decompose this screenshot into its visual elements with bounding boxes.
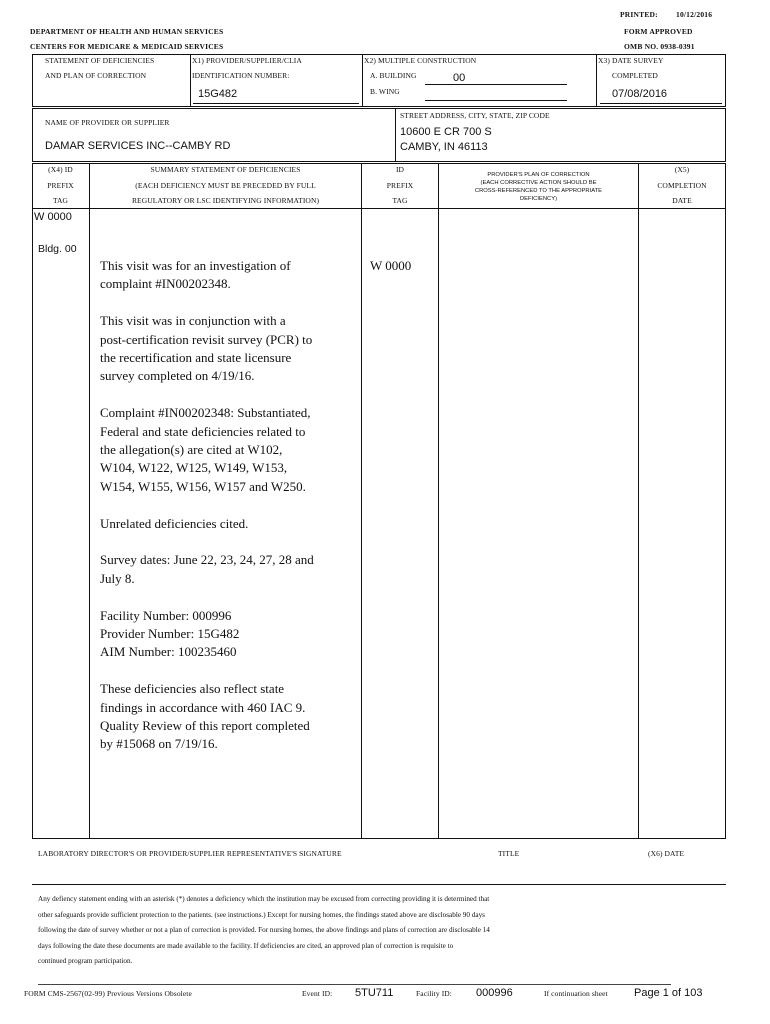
form-number: FORM CMS-2567(02-99) Previous Versions Obsolete (24, 989, 192, 998)
x4-prefix-header: PREFIX (47, 181, 74, 190)
summary-paragraph: This visit was for an investigation of complaint #IN00202348. (100, 258, 291, 292)
identification-label: IDENTIFICATION NUMBER: (192, 71, 290, 80)
x4-tag-header: TAG (52, 196, 69, 205)
x3-label: X3) DATE SURVEY (598, 56, 664, 65)
building-tag: Bldg. 00 (38, 243, 77, 255)
agency-name: DEPARTMENT OF HEALTH AND HUMAN SERVICES (30, 27, 224, 36)
printed-date: 10/12/2016 (676, 10, 713, 19)
summary-subheader: (EACH DEFICIENCY MUST BE PRECEDED BY FULL (135, 181, 316, 190)
id-tag-header: TAG (392, 196, 408, 205)
provider-id-value: 15G482 (198, 88, 238, 100)
summary-paragraph: This visit was in conjunction with a post-certification revisit survey (PCR) to the recertification and state licensure survey completed on 4/19/16. (100, 313, 313, 384)
continuation-label: If continuation sheet (544, 989, 608, 998)
completion-header: COMPLETION (657, 181, 707, 190)
disclaimer (38, 892, 718, 970)
survey-date-value: 07/08/2016 (612, 88, 668, 100)
summary-paragraph: These deficiencies also reflect state findings in accordance with 460 IAC 9. Quality Review of this report completed by #15068 on 7/19/16. (100, 681, 310, 752)
disclaimer-line: following the date of survey whether or not a plan of correction is provided. For nursing homes, the above findings and plans of correction are disclosable 14 (38, 926, 490, 935)
summary-statement (100, 257, 358, 772)
address-label: STREET ADDRESS, CITY, STATE, ZIP CODE (400, 111, 550, 120)
disclaimer-line: other safeguards provide sufficient protection to the patients. (see instructions.) Except for nursing homes, the findings stated above are disclosable 90 days (38, 910, 485, 919)
page-number: Page 1 of 103 (634, 987, 703, 999)
id-header: ID (395, 165, 405, 174)
plan-subheader-3: DEFICIENCY) (519, 196, 558, 202)
date-header: DATE (672, 196, 692, 205)
facility-id-value: 000996 (476, 987, 513, 999)
signature-divider (32, 884, 726, 885)
disclaimer-line: Any defiency statement ending with an asterisk (*) denotes a deficiency which the institution may be excused from correcting providing it is determined that (38, 895, 490, 903)
agency-subname: CENTERS FOR MEDICARE & MEDICAID SERVICES (30, 42, 224, 51)
facility-id-label: Facility ID: (416, 989, 452, 998)
completed-label: COMPLETED (612, 71, 658, 80)
x6-date-label: (X6) DATE (648, 849, 685, 858)
signature-label: LABORATORY DIRECTOR'S OR PROVIDER/SUPPLIER REPRESENTATIVE'S SIGNATURE (38, 849, 342, 858)
event-id-label: Event ID: (302, 989, 333, 998)
plan-tag: W 0000 (370, 258, 412, 273)
plan-subheader: (EACH CORRECTIVE ACTION SHOULD BE (480, 180, 597, 186)
deficiency-tag: W 0000 (34, 211, 72, 223)
summary-subheader-2: REGULATORY OR LSC IDENTIFYING INFORMATION) (131, 196, 320, 205)
summary-header: SUMMARY STATEMENT OF DEFICIENCIES (150, 165, 301, 174)
x4-id-header: (X4) ID (48, 165, 73, 174)
form-approved: FORM APPROVED (624, 27, 693, 36)
x2-label: X2) MULTIPLE CONSTRUCTION (364, 56, 477, 65)
id-prefix-header: PREFIX (386, 181, 414, 190)
summary-paragraph: Survey dates: June 22, 23, 24, 27, 28 and July 8. (100, 552, 314, 586)
x5-header: (X5) (674, 165, 690, 174)
disclaimer-line: continued program participation. (38, 957, 133, 966)
printed-label: PRINTED: (620, 10, 658, 19)
disclaimer-line: days following the date these documents are made available to the facility. If deficiencies are cited, an approved plan of correction is requisite to (38, 941, 454, 950)
plan-of-correction-label: AND PLAN OF CORRECTION (45, 71, 147, 80)
plan-subheader-2: CROSS-REFERENCED TO THE APPROPRIATE (474, 188, 603, 194)
building-label: A. BUILDING (370, 71, 417, 80)
footer-divider (38, 984, 671, 985)
summary-paragraph: Complaint #IN00202348: Substantiated, Federal and state deficiencies related to the allegation(s) are cited at W102, W104, W122, W125, W149, W153, W154, W155, W156, W157 and W250. (100, 405, 311, 494)
event-id-value: 5TU711 (355, 987, 394, 999)
summary-paragraph: Facility Number: 000996 Provider Number: 15G482 AIM Number: 100235460 (100, 607, 240, 660)
omb-number: OMB NO. 0938-0391 (624, 42, 695, 51)
x1-label: X1) PROVIDER/SUPPLIER/CLIA (192, 56, 302, 65)
statement-label: STATEMENT OF DEFICIENCIES (45, 56, 155, 65)
title-label: TITLE (498, 849, 520, 858)
summary-paragraph: Unrelated deficiencies cited. (100, 515, 249, 531)
provider-name-value: DAMAR SERVICES INC--CAMBY RD (45, 140, 231, 152)
address-city: CAMBY, IN 46113 (400, 141, 488, 153)
provider-name-label: NAME OF PROVIDER OR SUPPLIER (45, 118, 170, 127)
plan-header: PROVIDER'S PLAN OF CORRECTION (487, 172, 590, 178)
wing-label: B. WING (370, 87, 400, 96)
address-street: 10600 E CR 700 S (400, 126, 492, 138)
building-value: 00 (453, 72, 466, 84)
